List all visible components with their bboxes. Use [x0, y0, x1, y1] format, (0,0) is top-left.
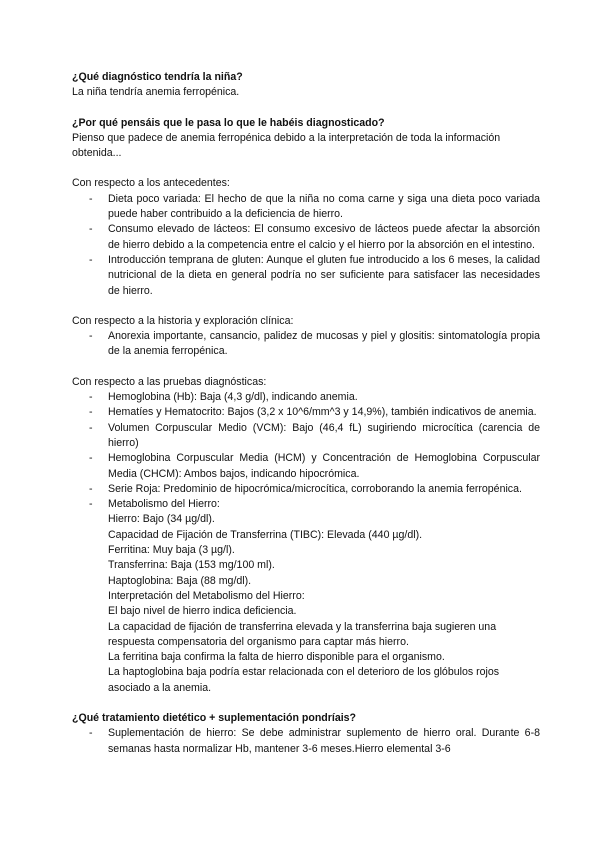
antecedents-list: [72, 192, 540, 299]
treatment-list: [72, 726, 540, 757]
iron-metabolism-item: [108, 497, 540, 696]
haptoglobin-line: Haptoglobina: Baja (88 mg/dl).: [108, 574, 252, 587]
list-item: - Consumo elevado de lácteos: El consumo excesivo de lácteos puede afectar la absorción de hierro debido a la competencia entre el calcio y el hierro por la absorción en el intestino.: [108, 222, 540, 253]
diagnostic-tests-heading: Con respecto a las pruebas diagnósticas:: [72, 375, 267, 388]
iron-metabolism-heading: - Metabolismo del Hierro:: [108, 498, 220, 511]
tibc-line: Capacidad de Fijación de Transferrina (TIBC): Elevada (440 µg/dl).: [108, 528, 423, 541]
list-item: - Hemoglobina Corpuscular Media (HCM) y Concentración de Hemoglobina Corpuscular Media (CHCM): Ambos bajos, indicando hipocrómica.: [108, 451, 540, 482]
interpretation-line: La capacidad de fijación de transferrina elevada y la transferrina baja sugieren una respuesta compensatoria del organismo para captar más hierro.: [108, 620, 497, 648]
question-diagnosis-heading: ¿Qué diagnóstico tendría la niña?: [72, 71, 243, 83]
antecedents-heading: Con respecto a los antecedentes:: [72, 177, 230, 190]
transferrin-line: Transferrina: Baja (153 mg/100 ml).: [108, 559, 275, 572]
list-item: - Serie Roja: Predominio de hipocrómica/microcítica, corroborando la anemia ferropénica.: [108, 482, 540, 497]
list-item: - Introducción temprana de gluten: Aunque el gluten fue introducido a los 6 meses, la calidad nutricional de la dieta en general podría no ser suficiente para satisfacer las necesidades de hierro.: [108, 253, 540, 299]
clinical-history-heading: Con respecto a la historia y exploración clínica:: [72, 314, 294, 327]
question-treatment-heading: ¿Qué tratamiento dietético + suplementación pondríais?: [72, 711, 357, 724]
list-item: - Dieta poco variada: El hecho de que la niña no coma carne y siga una dieta poco variada puede haber contribuido a la deficiencia de hierro.: [108, 192, 540, 223]
clinical-history-list: [72, 329, 540, 360]
interpretation-line: El bajo nivel de hierro indica deficiencia.: [108, 605, 297, 618]
question-reason-heading: ¿Por qué pensáis que le pasa lo que le habéis diagnosticado?: [72, 116, 385, 129]
list-item: - Hematíes y Hematocrito: Bajos (3,2 x 10^6/mm^3 y 14,9%), también indicativos de anemia.: [108, 405, 540, 420]
diagnosis-answer: La niña tendría anemia ferropénica.: [72, 86, 240, 99]
list-item: - Suplementación de hierro: Se debe administrar suplemento de hierro oral. Durante 6-8 semanas hasta normalizar Hb, mantener 3-6 meses.Hierro elemental 3-6: [108, 726, 540, 757]
interpretation-heading: Interpretación del Metabolismo del Hierro:: [108, 589, 305, 602]
interpretation-line: La haptoglobina baja podría estar relacionada con el deterioro de los glóbulos rojos asociado a la anemia.: [108, 666, 500, 694]
list-item: - Volumen Corpuscular Medio (VCM): Bajo (46,4 fL) sugiriendo microcítica (carencia de hierro): [108, 421, 540, 452]
list-item: - Anorexia importante, cansancio, palidez de mucosas y piel y glositis: sintomatología propia de la anemia ferropénica.: [108, 329, 540, 360]
ferritin-line: Ferritina: Muy baja (3 µg/l).: [108, 544, 235, 557]
list-item: - Hemoglobina (Hb): Baja (4,3 g/dl), indicando anemia.: [108, 390, 540, 405]
interpretation-line: La ferritina baja confirma la falta de hierro disponible para el organismo.: [108, 651, 445, 664]
diagnostic-tests-list: [72, 390, 540, 696]
iron-line: Hierro: Bajo (34 µg/dl).: [108, 513, 215, 526]
reason-intro: Pienso que padece de anemia ferropénica debido a la interpretación de toda la información obtenida...: [72, 131, 501, 160]
